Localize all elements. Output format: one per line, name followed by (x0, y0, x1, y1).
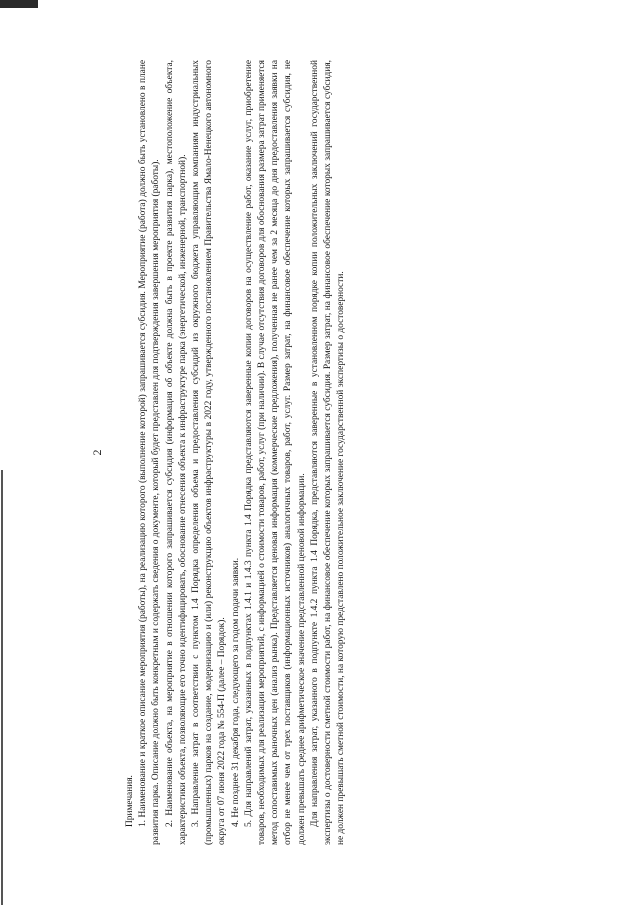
notes-section (124, 60, 348, 845)
note-paragraph-3: 3. Направление затрат в соответствии с пунктом 1.4 Порядка определения объема и предоставления субсидий из окружного бюджета управляющим компаниям индустриальных (промышленных) парков на создание, модернизацию и (или) реконструкцию объектов инфраструктуры в 2022 году, утвержденного постановлением Правительства Ямало-Ненецкого автономного округа от 07 июня 2022 года № 554-П (далее – Порядок). (191, 60, 228, 845)
scan-corner-mark (0, 0, 38, 8)
note-paragraph-1: 1. Наименование и краткое описание мероприятия (работы), на реализацию которого (выполнение которой) запрашивается субсидия. Мероприятие (работа) должно быть установлено в плане развития парка. Описание должно быть конкретным и содержать сведения о документе, который будет представлен для подтверждения завершения мероприятия (работы). (138, 60, 162, 845)
note-paragraph-6: Для направления затрат, указанного в подпункте 1.4.2 пункта 1.4 Порядка, представляются заверенные в установленном порядке копии положительных заключений государственной экспертизы о достоверности сметной стоимости работ, на финансовое обеспечение которых запрашивается субсидия. Размер затрат, на финансовое обеспечение которых запрашивается субсидия, не должен превышать сметной стоимости, на которую представлено положительное заключение государственной экспертизы о достоверности. (309, 60, 347, 845)
note-paragraph-5: 5. Для направлений затрат, указанных в подпунктах 1.4.1 и 1.4.3 пункта 1.4 Порядка представляются заверенные копии договоров на осуществление работ, оказание услуг, приобретение товаров, необходимых для реализации мероприятий, с информацией о стоимости товаров, работ, услуг (при наличии). В случае отсутствия договоров для обоснования размера затрат применяется метод сопоставимых рыночных цен (анализ рынка). Представляется ценовая информация (коммерческие предложения), полученная не ранее чем за 2 месяца до дня предоставления заявки на отбор не менее чем от трех поставщиков (информационных источников) аналогичных товаров, работ, услуг. Размер затрат, на финансовое обеспечение которых запрашивается субсидия, не должен превышать среднее арифметическое значение представленной ценовой информации. (243, 60, 307, 845)
rotated-page (90, 60, 560, 845)
scan-edge-line (1, 470, 3, 905)
notes-heading: Примечания. (125, 775, 135, 827)
note-paragraph-4: 4. Не позднее 31 декабря года, следующего за годом подачи заявки. (230, 557, 241, 827)
page-number: 2 (90, 449, 104, 456)
note-paragraph-2: 2. Наименование объекта, на мероприятие в отношении которого запрашивается субсидия (информация об объекте должна быть в проекте развития парка), местоположение объекта, характеристики объекта, позволяющие его точно идентифицировать, обоснование отнесения объекта к инфраструктуре парка (энергетической, инженерной, транспортной). (164, 60, 188, 845)
